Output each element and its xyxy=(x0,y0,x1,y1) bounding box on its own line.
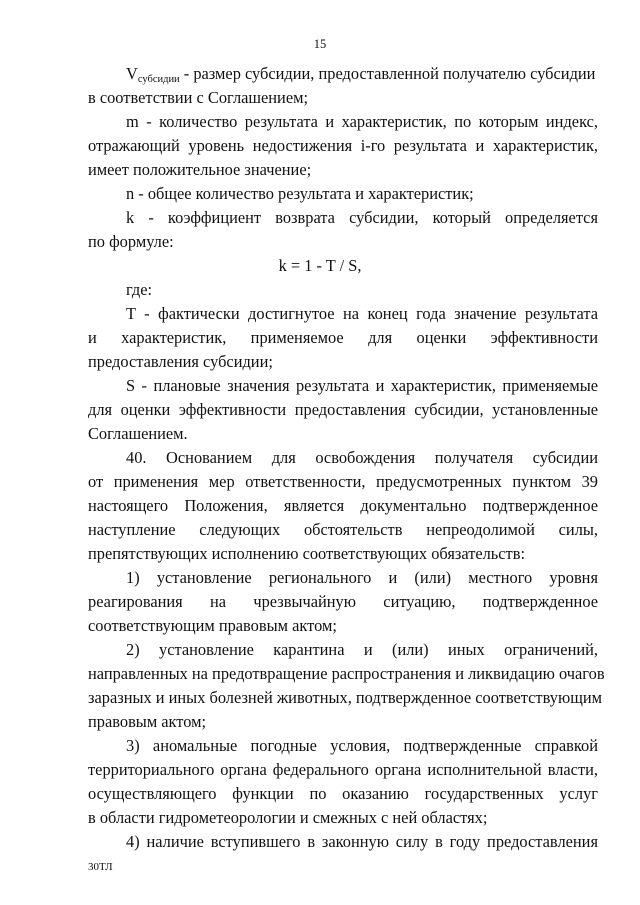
text-line: 1) установление регионального и (или) местного уровня xyxy=(126,568,598,587)
text-line: направленных на предотвращение распространения и ликвидацию очагов xyxy=(88,664,605,683)
formula: k = 1 - T / S, xyxy=(278,256,362,275)
text-line: заразных и иных болезней животных, подтвержденное соответствующим xyxy=(88,688,602,707)
text-line: предоставления субсидии; xyxy=(88,352,273,371)
text-line: от применения мер ответственности, предусмотренных пунктом 39 xyxy=(88,472,598,491)
text-line: и характеристик, применяемое для оценки эффективности xyxy=(88,328,598,347)
text-line: по формуле: xyxy=(88,232,174,251)
text-line: 40. Основанием для освобождения получателя субсидии xyxy=(126,448,598,467)
text-line: 2) установление карантина и (или) иных ограничений, xyxy=(126,640,598,659)
text-line: k - коэффициент возврата субсидии, который определяется xyxy=(126,208,598,227)
text-line: имеет положительное значение; xyxy=(88,160,312,179)
text-line: настоящего Положения, является документально подтвержденное xyxy=(88,496,598,515)
text-line: наступление следующих обстоятельств непреодолимой силы, xyxy=(88,520,598,539)
text-line: препятствующих исполнению соответствующих обязательств: xyxy=(88,544,526,563)
text-line: 3) аномальные погодные условия, подтвержденные справкой xyxy=(126,736,598,755)
text-line: 4) наличие вступившего в законную силу в году предоставления xyxy=(126,832,598,851)
text-line: в соответствии с Соглашением; xyxy=(88,88,309,107)
text-line: S - плановые значения результата и характеристик, применяемые xyxy=(126,376,598,395)
text-line: для оценки эффективности предоставления субсидии, установленные xyxy=(88,400,598,419)
text-line: m - количество результата и характеристик, по которым индекс, xyxy=(126,112,598,131)
page-number: 15 xyxy=(313,37,327,51)
text-line: отражающий уровень недостижения i-го результата и характеристик, xyxy=(88,136,598,155)
text-line: реагирования на чрезвычайную ситуацию, подтвержденное xyxy=(88,592,598,611)
text-line: осуществляющего функции по оказанию государственных услуг xyxy=(88,784,598,803)
text-line: где: xyxy=(126,280,153,299)
footer-code: 30ТЛ xyxy=(88,861,113,873)
text-line: соответствующим правовым актом; xyxy=(88,616,337,635)
text-line: в области гидрометеорологии и смежных с ней областях; xyxy=(88,808,488,827)
text-line: T - фактически достигнутое на конец года значение результата xyxy=(126,304,598,323)
text-line: $V_{субсидии}$ - размер субсидии, предоставленной получателю субсидии xyxy=(126,64,596,85)
text-line: территориального органа федерального органа исполнительной власти, xyxy=(88,760,598,779)
text-line: n - общее количество результата и характеристик; xyxy=(126,184,474,203)
text-line: правовым актом; xyxy=(88,712,207,731)
text-line: Соглашением. xyxy=(88,424,188,443)
